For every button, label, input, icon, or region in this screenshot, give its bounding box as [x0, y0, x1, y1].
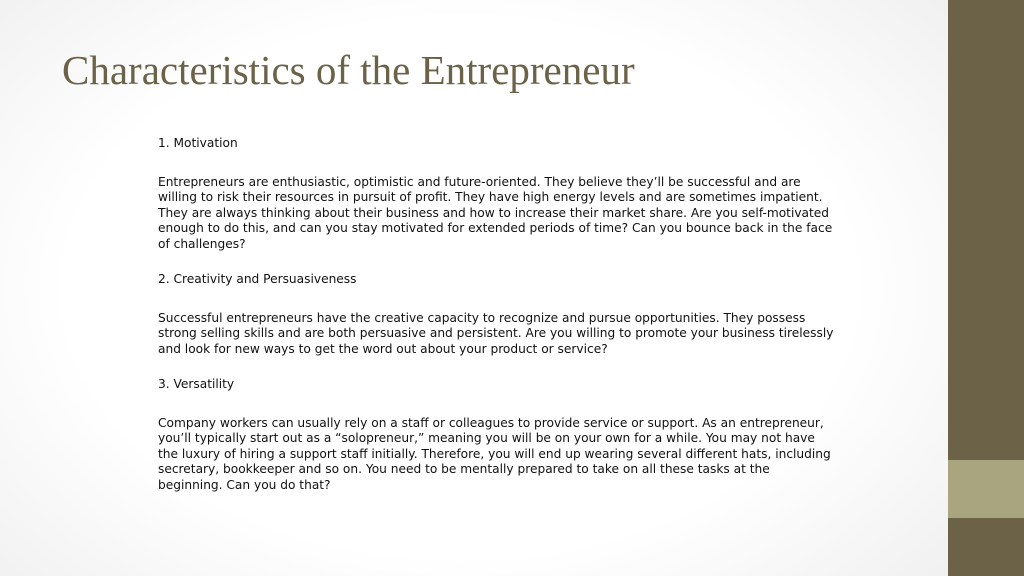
section-body-versatility: Company workers can usually rely on a staff or colleagues to provide service or support. As an entrepreneur, you’ll typically start out as a “solopreneur,” meaning you will be on your own for a while. You may not have the luxury of hiring a support staff initially. Therefore, you will end up wearing several different hats, including secretary, bookkeeper and so on. You need to be mentally prepared to take on all these tasks at the beginning. Can you do that?	[158, 415, 831, 492]
decorative-side-accent	[948, 460, 1024, 518]
section-heading-motivation: 1. Motivation	[158, 136, 238, 150]
slide-title: Characteristics of the Entrepreneur	[62, 47, 635, 93]
section-heading-creativity: 2. Creativity and Persuasiveness	[158, 272, 357, 286]
section-body-creativity: Successful entrepreneurs have the creative capacity to recognize and pursue opportunities. They possess strong selling skills and are both persuasive and persistent. Are you willing to promote your business tirelessly and look for new ways to get the word out about your product or service?	[158, 310, 834, 356]
section-body-motivation: Entrepreneurs are enthusiastic, optimistic and future-oriented. They believe they’ll be successful and are willing to risk their resources in pursuit of profit. They have high energy levels and are sometimes impatient. They are always thinking about their business and how to increase their market share. Are you self-motivated enough to do this, and can you stay motivated for extended periods of time? Can you bounce back in the face of challenges?	[158, 174, 833, 251]
slide-body	[158, 136, 838, 513]
section-heading-versatility: 3. Versatility	[158, 377, 235, 391]
